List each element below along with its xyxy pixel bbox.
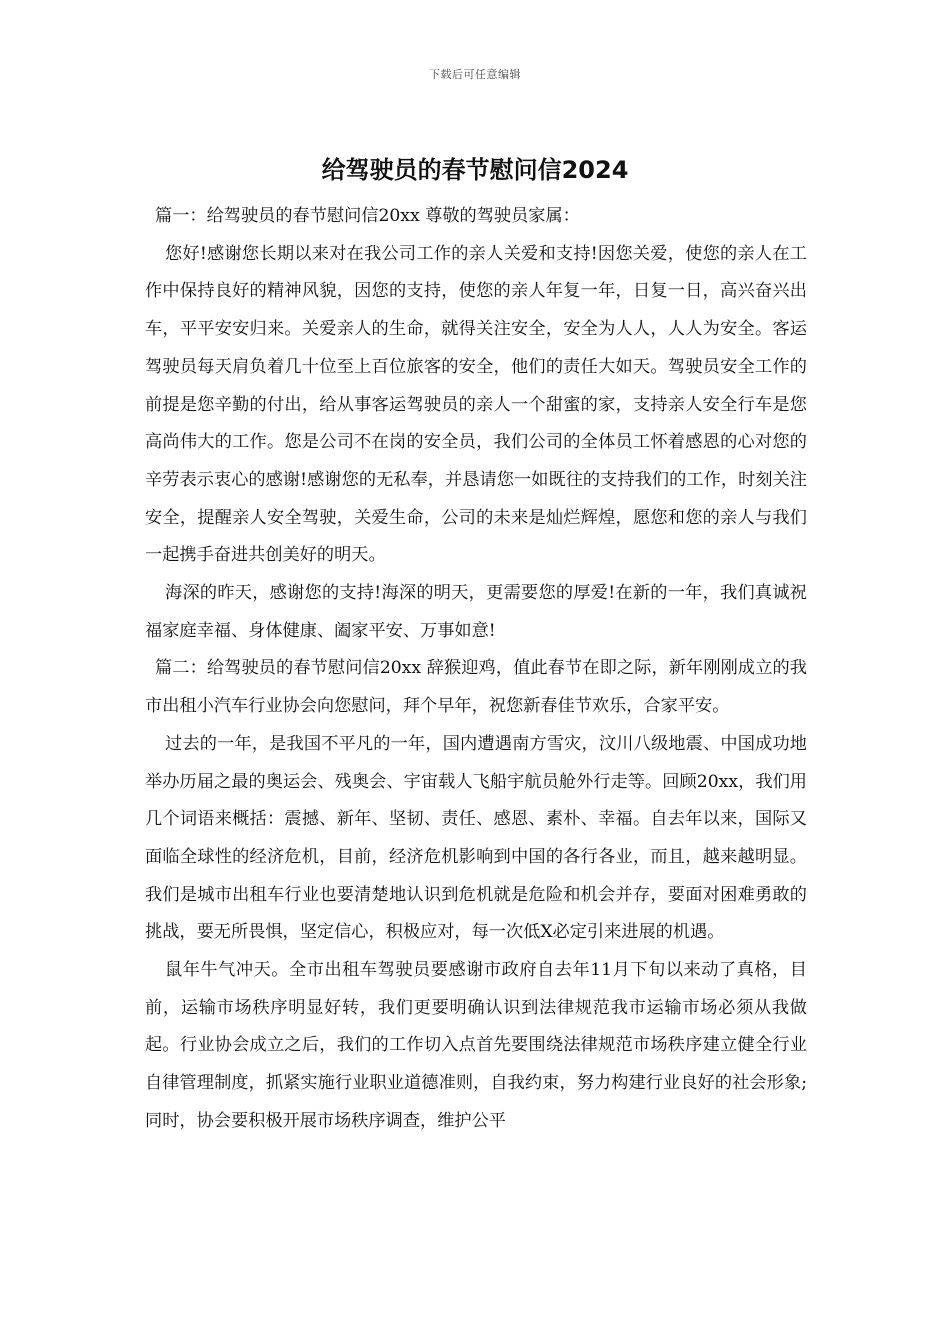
paragraph: 您好!感谢您长期以来对在我公司工作的亲人关爱和支持!因您关爱，使您的亲人在工作中保持良好的精神风貌，因您的支持，使您的亲人年复一年，日复一日，高兴奋兴出车，平平安安归来。关爱亲人的生命，就得关注安全，安全为人人，人人为安全。客运驾驶员每天肩负着几十位至上百位旅客的安全，他们的责任大如天。驾驶员安全工作的前提是您辛勤的付出，给从事客运驾驶员的亲人一个甜蜜的家，支持亲人安全行车是您高尚伟大的工作。您是公司不在岗的安全员，我们公司的全体员工怀着感恩的心对您的辛劳表示衷心的感谢!感谢您的无私奉，并恳请您一如既往的支持我们的工作，时刻关注安全，提醒亲人安全驾驶，关爱生命，公司的未来是灿烂辉煌，愿您和您的亲人与我们一起携手奋进共创美好的明天。: [145, 243, 807, 566]
paragraph: 海深的昨天，感谢您的支持!海深的明天，更需要您的厚爱!在新的一年，我们真诚祝福家庭幸福、身体健康、阖家平安、万事如意!: [145, 583, 807, 641]
paragraph-section-two-heading: 篇二：给驾驶员的春节慰问信20xx 辞猴迎鸡，值此春节在即之际，新年刚刚成立的我市出租小汽车行业协会向您慰问，拜个早年，祝您新春佳节欢乐，合家平安。: [145, 658, 807, 717]
header-note: 下载后可任意编辑: [429, 68, 521, 81]
paragraph: 鼠年牛气冲天。全市出租车驾驶员要感谢市政府自去年11月下旬以来动了真格，目前，运输市场秩序明显好转，我们更要明确认识到法律规范我市运输市场必须从我做起。行业协会成立之后，我们的工作切入点首先要围绕法律规范市场秩序建立健全行业自律管理制度，抓紧实施行业职业道德准则，自我约束，努力构建行业良好的社会形象;同时，协会要积极开展市场秩序调查，维护公平: [145, 960, 807, 1131]
document-title: 给驾驶员的春节慰问信2024: [321, 156, 629, 184]
paragraph-section-one-heading: 篇一：给驾驶员的春节慰问信20xx 尊敬的驾驶员家属：: [155, 206, 580, 226]
document-body: [145, 198, 807, 1141]
paragraph: 过去的一年，是我国不平凡的一年，国内遭遇南方雪灾，汶川八级地震、中国成功地举办历届之最的奥运会、残奥会、宇宙载人飞船宇航员舱外行走等。回顾20xx，我们用几个词语来概括：震撼、新年、坚韧、责任、感恩、素朴、幸福。自去年以来，国际又面临全球性的经济危机，目前，经济危机影响到中国的各行各业，而且，越来越明显。我们是城市出租车行业也要清楚地认识到危机就是危险和机会并存，要面对困难勇敢的挑战，要无所畏惧，坚定信心，积极应对，每一次低X必定引来进展的机遇。: [145, 733, 807, 943]
